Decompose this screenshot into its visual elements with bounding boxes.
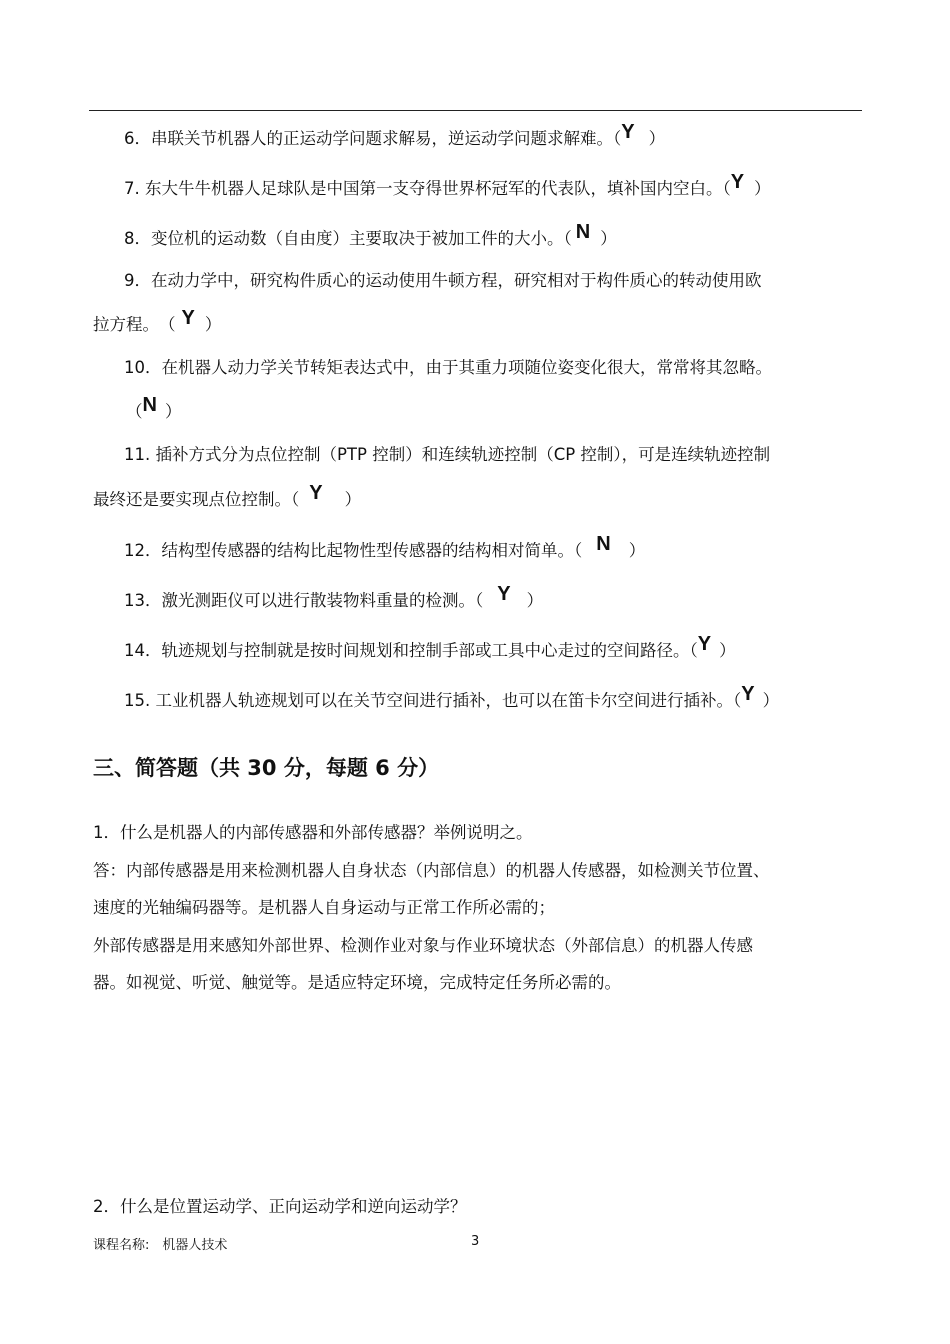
tf-item-text: 最终还是要实现点位控制。（: [93, 490, 300, 509]
tf-item-text: 13．激光测距仪可以进行散装物料重量的检测。（: [124, 591, 484, 610]
tf-answer: Y: [497, 583, 511, 605]
tf-paren-close: ）: [628, 541, 646, 560]
tf-item-9-cont: [93, 307, 222, 336]
section-heading: 三、简答题（共 30 分，每题 6 分）: [93, 756, 440, 780]
tf-item-9: [124, 270, 762, 292]
tf-item-text: 6．串联关节机器人的正运动学问题求解易，逆运动学问题求解难。（: [124, 129, 622, 148]
tf-paren-close: ）: [526, 591, 544, 610]
answer-1-line-1: 答：内部传感器是用来检测机器人自身状态（内部信息）的机器人传感器，如检测关节位置、: [93, 861, 770, 880]
tf-answer: N: [575, 221, 591, 243]
tf-item-15: [124, 683, 780, 712]
header-rule: [89, 110, 862, 111]
footer-course-name: 课程名称: 机器人技术: [93, 1238, 228, 1253]
tf-answer: Y: [621, 121, 635, 143]
tf-item-text: 9．在动力学中，研究构件质心的运动使用牛顿方程，研究相对于构件质心的转动使用欧: [124, 271, 762, 290]
tf-item-11-cont: [93, 482, 362, 511]
question-1: 1．什么是机器人的内部传感器和外部传感器？举例说明之。: [93, 823, 533, 842]
answer-1-line-3: 外部传感器是用来感知外部世界、检测作业对象与作业环境状态（外部信息）的机器人传感: [93, 936, 753, 955]
tf-paren-close: ）: [754, 179, 771, 198]
tf-paren-close: ）: [204, 315, 222, 334]
tf-item-6: [124, 121, 666, 150]
tf-answer: Y: [309, 482, 323, 504]
tf-item-12: [124, 533, 646, 562]
tf-item-8: [124, 221, 617, 250]
tf-answer: Y: [181, 307, 195, 329]
tf-item-11: [124, 444, 770, 466]
tf-paren-close: ）: [648, 129, 666, 148]
tf-answer: N: [142, 394, 157, 416]
tf-item-text: （: [126, 402, 143, 421]
tf-item-7: [124, 171, 771, 200]
tf-item-text: 拉方程。 （: [93, 315, 176, 334]
tf-item-text: 10．在机器人动力学关节转矩表达式中，由于其重力项随位姿变化很大，常常将其忽略。: [124, 358, 772, 377]
tf-item-text: 15. 工业机器人轨迹规划可以在关节空间进行插补，也可以在笛卡尔空间进行插补。（: [124, 691, 742, 710]
tf-item-13: [124, 583, 544, 612]
answer-1-line-4: 器。如视觉、听觉、触觉等。是适应特定环境，完成特定任务所必需的。: [93, 973, 621, 992]
tf-item-text: 11. 插补方式分为点位控制（PTP 控制）和连续轨迹控制（CP 控制），可是连续轨迹控制: [124, 445, 771, 464]
tf-item-text: 12．结构型传感器的结构比起物性型传感器的结构相对简单。（: [124, 541, 583, 560]
page-number: 3: [471, 1234, 480, 1249]
tf-paren-close: ）: [164, 402, 182, 421]
tf-item-10-cont: [126, 394, 182, 423]
tf-item-14: [124, 633, 736, 662]
tf-item-text: 8．变位机的运动数（自由度）主要取决于被加工件的大小。（: [124, 229, 572, 248]
tf-paren-close: ）: [719, 641, 736, 660]
tf-answer: N: [596, 533, 611, 555]
tf-paren-close: ）: [600, 229, 617, 248]
tf-paren-close: ）: [762, 691, 780, 710]
answer-1-line-2: 速度的光轴编码器等。是机器人自身运动与正常工作所必需的；: [93, 898, 555, 917]
tf-answer: Y: [697, 633, 712, 655]
tf-item-text: 14．轨迹规划与控制就是按时间规划和控制手部或工具中心走过的空间路径。（: [124, 641, 698, 660]
question-2: 2．什么是位置运动学、正向运动学和逆向运动学？: [93, 1197, 467, 1216]
tf-item-10: [124, 357, 772, 379]
tf-answer: Y: [741, 683, 755, 705]
tf-answer: Y: [730, 171, 745, 193]
tf-paren-close: ）: [344, 490, 362, 509]
tf-item-text: 7. 东大牛牛机器人足球队是中国第一支夺得世界杯冠军的代表队，填补国内空白。（: [124, 179, 731, 198]
